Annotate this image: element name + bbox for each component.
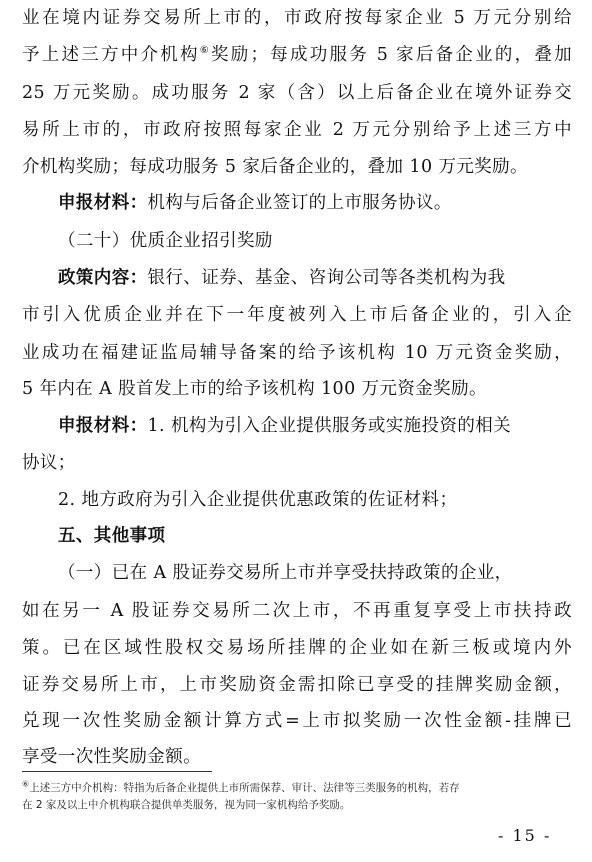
body-text-line bbox=[58, 561, 592, 585]
body-text: 享受一次性奖励金额。 bbox=[22, 747, 201, 767]
body-text: （一）已在 A 股证券交易所上市并享受扶持政策的企业， bbox=[58, 563, 513, 583]
body-text-line bbox=[22, 673, 572, 697]
body-text-line bbox=[22, 81, 572, 105]
footnote-text: 上述三方中介机构：特指为后备企业提供上市所需保荐、审计、法律等三类服务的机构，若存 bbox=[29, 782, 460, 794]
body-text: 业成功在福建证监局辅导备案的给予该机构 10 万元资金奖励， bbox=[22, 343, 572, 363]
body-text-line bbox=[58, 488, 592, 512]
materials-text: 机构与后备企业签订的上市服务协议。 bbox=[147, 193, 452, 213]
materials-line bbox=[58, 414, 592, 438]
materials-label: 申报材料： bbox=[58, 193, 148, 213]
policy-text: 银行、证券、基金、咨询公司等各类机构为我 bbox=[147, 268, 506, 288]
footnote-mark: ⑥ bbox=[22, 779, 30, 789]
body-text: 介机构奖励；每成功服务 5 家后备企业的，叠加 10 万元奖励。 bbox=[22, 157, 528, 177]
policy-label: 政策内容： bbox=[58, 268, 148, 288]
body-text-line bbox=[22, 636, 572, 660]
body-text: 5 年内在 A 股首发上市的给予该机构 100 万元资金奖励。 bbox=[22, 379, 487, 399]
body-text: 2. 地方政府为引入企业提供优惠政策的佐证材料； bbox=[58, 490, 458, 510]
body-text-line bbox=[22, 451, 572, 475]
body-text-line bbox=[22, 118, 572, 142]
body-text-line bbox=[22, 303, 572, 327]
section-heading-text: 五、其他事项 bbox=[58, 526, 166, 546]
footnote-line bbox=[22, 780, 582, 796]
body-text: 证券交易所上市，上市奖励资金需扣除已享受的挂牌奖励金额， bbox=[22, 675, 572, 695]
materials-label: 申报材料： bbox=[58, 416, 148, 436]
body-text-line bbox=[22, 155, 572, 179]
footnote-reference-mark[interactable]: ⑥ bbox=[199, 45, 211, 57]
body-text-line bbox=[22, 43, 572, 67]
body-text: 协议； bbox=[22, 453, 76, 473]
body-text: 业在境内证券交易所上市的，市政府按每家企业 5 万元分别给 bbox=[22, 8, 572, 28]
body-text: 策。已在区域性股权交易场所挂牌的企业如在新三板或境内外 bbox=[22, 638, 572, 658]
body-text-line bbox=[22, 377, 572, 401]
footnote-line bbox=[22, 797, 582, 813]
section-heading bbox=[58, 229, 592, 253]
body-text: 市引入优质企业并在下一年度被列入上市后备企业的，引入企 bbox=[22, 305, 572, 325]
body-text-line bbox=[22, 599, 572, 623]
body-text-line bbox=[22, 745, 572, 769]
body-text: 奖励；每成功服务 5 家后备企业的，叠加 bbox=[210, 45, 572, 65]
materials-line bbox=[58, 191, 592, 215]
section-heading-text: （二十）优质企业招引奖励 bbox=[58, 231, 273, 251]
body-text-line bbox=[22, 341, 572, 365]
body-text-line bbox=[22, 709, 572, 733]
footnote-separator bbox=[22, 771, 212, 772]
body-text: 予上述三方中介机构 bbox=[22, 45, 200, 65]
policy-line bbox=[58, 266, 592, 290]
page-number: - 15 - bbox=[498, 826, 552, 845]
footnote-text: 在 2 家及以上中介机构联合提供单类服务，视为同一家机构给予奖励。 bbox=[22, 799, 351, 811]
body-text-line bbox=[22, 6, 572, 30]
materials-text: 1. 机构为引入企业提供服务或实施投资的相关 bbox=[147, 416, 512, 436]
body-text: 易所上市的，市政府按照每家企业 2 万元分别给予上述三方中 bbox=[22, 120, 572, 140]
body-text: 兑现一次性奖励金额计算方式=上市拟奖励一次性金额-挂牌已 bbox=[22, 711, 572, 731]
section-heading bbox=[58, 524, 592, 548]
body-text: 25 万元奖励。成功服务 2 家（含）以上后备企业在境外证券交 bbox=[22, 83, 572, 103]
body-text: 如在另一 A 股证券交易所二次上市，不再重复享受上市扶持政 bbox=[22, 601, 572, 621]
